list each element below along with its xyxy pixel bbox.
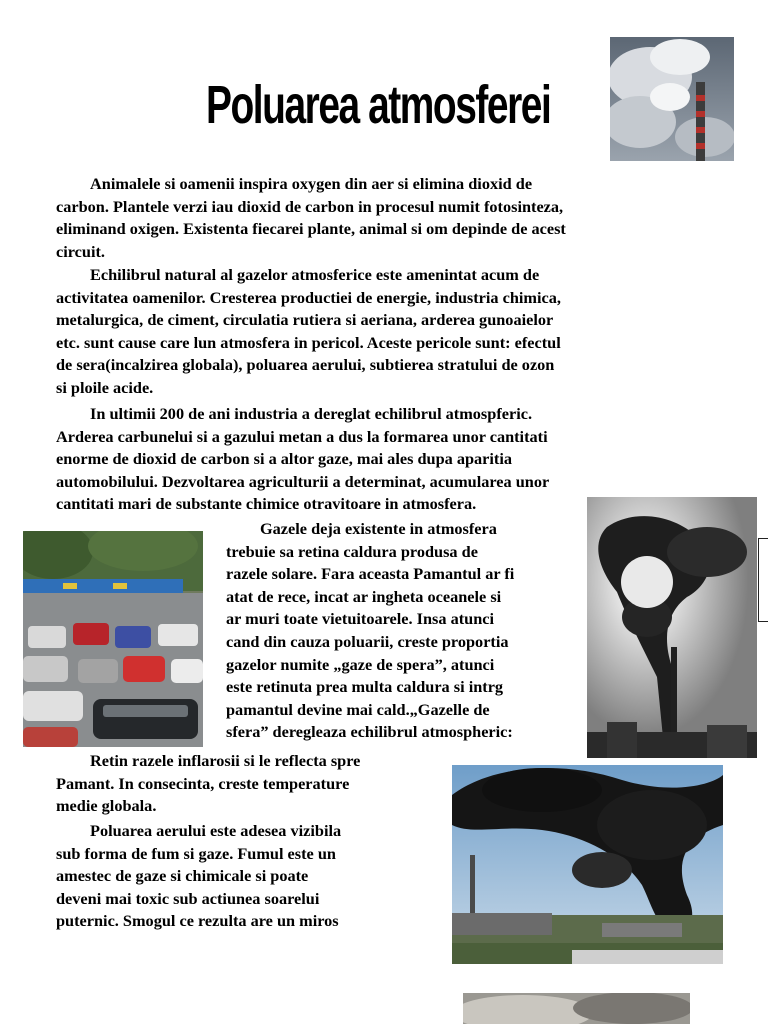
text-line: deveni mai toxic sub actiunea soarelui bbox=[56, 888, 320, 908]
text-line: carbon. Plantele verzi iau dioxid de carbon in procesul numit fotosinteza, bbox=[56, 196, 564, 216]
paragraph-3 bbox=[56, 403, 549, 516]
traffic-cars-photo bbox=[23, 531, 203, 747]
text-line: pamantul devine mai cald.„Gazelle de bbox=[226, 699, 490, 719]
text-line: Retin razele inflarosii si le reflecta spre bbox=[90, 751, 361, 770]
black-smoke-factory-photo bbox=[452, 765, 723, 964]
text-line: automobilului. Dezvoltarea agriculturii a determinat, acumularea unor bbox=[56, 471, 550, 491]
text-line: Poluarea aerului este adesea vizibila bbox=[90, 821, 342, 840]
text-line: Echilibrul natural al gazelor atmosferice este amenintat acum de bbox=[90, 265, 540, 284]
text-line: activitatea oamenilor. Cresterea productiei de energie, industria chimica, bbox=[56, 287, 561, 307]
text-line: amestec de gaze si chimicale si poate bbox=[56, 866, 309, 886]
paragraph-5 bbox=[56, 750, 360, 818]
paragraph-6 bbox=[56, 820, 341, 933]
text-line: Animalele si oamenii inspira oxygen din aer si elimina dioxid de bbox=[90, 174, 533, 193]
chimney-smoke-photo bbox=[610, 37, 734, 161]
smokestack-sun-photo bbox=[587, 497, 757, 758]
text-line: Arderea carbunelui si a gazului metan a dus la formarea unor cantitati bbox=[56, 426, 548, 446]
text-line: puternic. Smogul ce rezulta are un miros bbox=[56, 911, 339, 931]
text-line: metalurgica, de ciment, circulatia rutiera si aeriana, arderea gunoaielor bbox=[56, 310, 554, 330]
text-line: trebuie sa retina caldura produsa de bbox=[226, 541, 478, 561]
text-line: de sera(incalzirea globala), poluarea aerului, subtierea stratului de ozon bbox=[56, 355, 555, 375]
edge-frame bbox=[758, 538, 768, 622]
text-line: medie globala. bbox=[56, 796, 157, 816]
text-line: cand din cauza poluarii, creste proportia bbox=[226, 631, 509, 651]
partial-bottom-photo bbox=[463, 993, 690, 1024]
text-line: si ploile acide. bbox=[56, 377, 154, 397]
text-line: gazelor numite „gaze de spera”, atunci bbox=[226, 654, 495, 674]
text-line: atat de rece, incat ar ingheta oceanele si bbox=[226, 586, 502, 606]
text-line: etc. sunt cause care lun atmosfera in pericol. Aceste pericole sunt: efectul bbox=[56, 332, 561, 352]
text-line: sfera” deregleaza echilibrul atmospheric: bbox=[226, 722, 513, 742]
text-line: sub forma de fum si gaze. Fumul este un bbox=[56, 843, 336, 863]
text-line: razele solare. Fara aceasta Pamantul ar fi bbox=[226, 564, 515, 584]
text-line: In ultimii 200 de ani industria a dereglat echilibrul atmospferic. bbox=[90, 404, 533, 423]
text-line: ar muri toate vietuitoarele. Insa atunci bbox=[226, 609, 495, 629]
paragraph-2 bbox=[56, 264, 561, 400]
text-line: eliminand oxigen. Existenta fiecarei plante, animal si om depinde de acest bbox=[56, 219, 566, 239]
text-line: Pamant. In consecinta, creste temperature bbox=[56, 773, 350, 793]
paragraph-1 bbox=[56, 173, 566, 263]
text-line: cantitati mari de substante chimice otravitoare in atmosfera. bbox=[56, 494, 477, 514]
text-line: este retinuta prea multa caldura si intrg bbox=[226, 677, 504, 697]
text-line: circuit. bbox=[56, 241, 105, 261]
paragraph-4 bbox=[226, 518, 514, 744]
page-title: Poluarea atmosferei bbox=[206, 75, 551, 135]
text-line: Gazele deja existente in atmosfera bbox=[260, 519, 497, 538]
text-line: enorme de dioxid de carbon si a altor gaze, mai ales dupa aparitia bbox=[56, 449, 513, 469]
